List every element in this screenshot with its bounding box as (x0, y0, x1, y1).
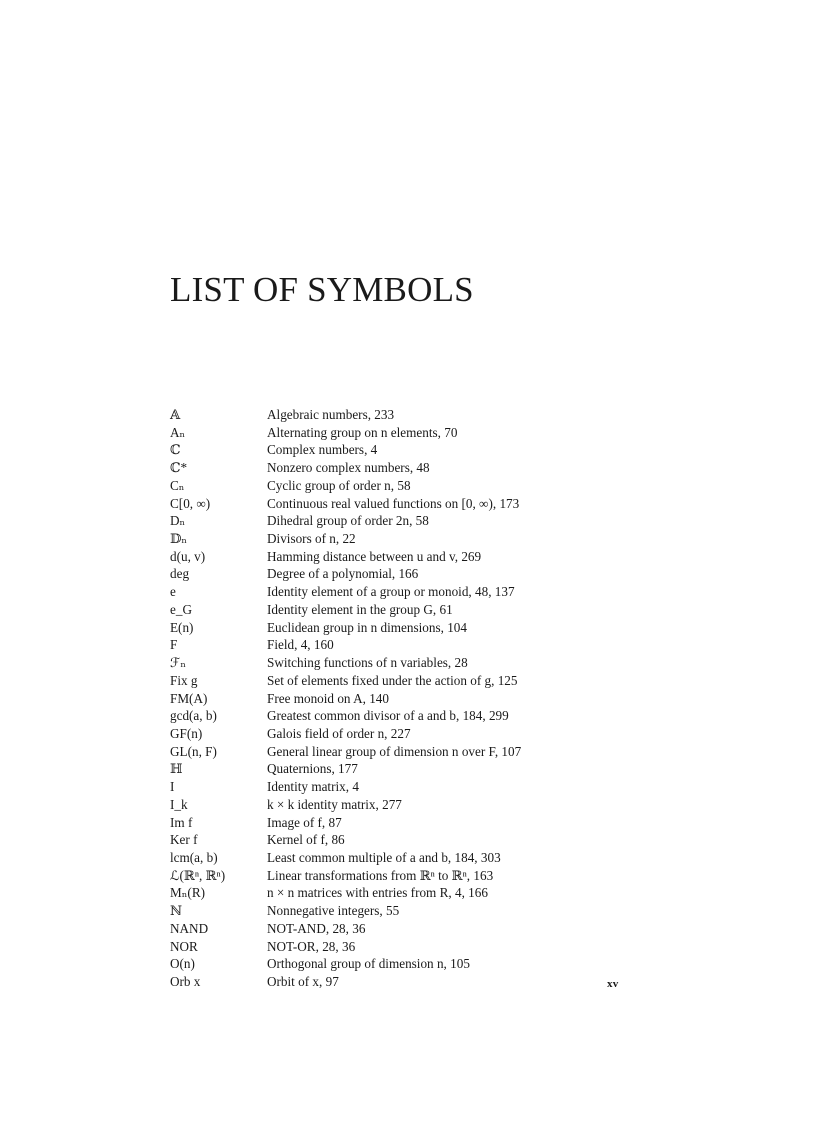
list-item (170, 441, 630, 459)
symbol: I (170, 779, 175, 795)
list-item (170, 512, 630, 530)
symbol: e (170, 584, 176, 600)
symbol: O(n) (170, 956, 195, 972)
symbol: lcm(a, b) (170, 849, 218, 865)
list-item (170, 884, 630, 902)
description: Galois field of order n, 227 (267, 725, 411, 741)
list-item (170, 601, 630, 619)
list-item (170, 743, 630, 761)
list-item (170, 636, 630, 654)
symbol: Mₙ(R) (170, 885, 206, 901)
list-item (170, 565, 630, 583)
symbol: Dₙ (170, 513, 186, 529)
symbol: Ker f (170, 832, 198, 848)
list-item (170, 654, 630, 672)
description: Free monoid on A, 140 (267, 690, 389, 706)
symbol: 𝔻ₙ (170, 531, 188, 547)
description: Linear transformations from ℝⁿ to ℝⁿ, 163 (267, 867, 494, 883)
list-item (170, 459, 630, 477)
symbol: Cₙ (170, 477, 185, 493)
description: Complex numbers, 4 (267, 442, 378, 458)
symbol: GF(n) (170, 725, 203, 741)
description: Nonnegative integers, 55 (267, 903, 400, 919)
symbol: C[0, ∞) (170, 495, 211, 511)
description: Alternating group on n elements, 70 (267, 424, 458, 440)
list-item (170, 920, 630, 938)
symbol: ℕ (170, 903, 183, 919)
symbol: deg (170, 566, 190, 582)
list-item (170, 548, 630, 566)
symbol: I_k (170, 796, 188, 812)
description: Field, 4, 160 (267, 637, 334, 653)
description: Orthogonal group of dimension n, 105 (267, 956, 470, 972)
description: Nonzero complex numbers, 48 (267, 460, 430, 476)
list-item (170, 477, 630, 495)
description: Orbit of x, 97 (267, 974, 339, 989)
page-number: xv (607, 978, 619, 990)
list-item (170, 867, 630, 885)
symbol: Fix g (170, 672, 198, 688)
description: Image of f, 87 (267, 814, 342, 830)
description: NOT-OR, 28, 36 (267, 938, 356, 954)
symbol: gcd(a, b) (170, 708, 217, 724)
symbol: ℱₙ (170, 655, 187, 671)
symbol: 𝔸 (170, 407, 181, 422)
description: Algebraic numbers, 233 (267, 407, 395, 422)
description: Kernel of f, 86 (267, 832, 345, 848)
description: Continuous real valued functions on [0, ∞), 173 (267, 495, 520, 511)
symbol: ℂ* (170, 460, 188, 476)
symbol: F (170, 637, 178, 653)
list-item (170, 902, 630, 920)
description: Euclidean group in n dimensions, 104 (267, 619, 467, 635)
list-item (170, 583, 630, 601)
symbol: Aₙ (170, 424, 186, 440)
description: Degree of a polynomial, 166 (267, 566, 419, 582)
list-item (170, 955, 630, 973)
list-item (170, 814, 630, 832)
list-item (170, 530, 630, 548)
list-item (170, 424, 630, 442)
description: Identity element of a group or monoid, 48, 137 (267, 584, 515, 600)
list-item (170, 760, 630, 778)
description: Least common multiple of a and b, 184, 303 (267, 849, 501, 865)
symbol: E(n) (170, 619, 194, 635)
description: Dihedral group of order 2n, 58 (267, 513, 429, 529)
symbol: ℒ(ℝⁿ, ℝⁿ) (170, 867, 226, 883)
page-title: LIST OF SYMBOLS (170, 270, 474, 309)
list-item (170, 690, 630, 708)
list-item (170, 406, 630, 424)
description: n × n matrices with entries from R, 4, 166 (267, 885, 488, 901)
description: Set of elements fixed under the action of g, 125 (267, 672, 518, 688)
list-item (170, 778, 630, 796)
list-item (170, 831, 630, 849)
description: Cyclic group of order n, 58 (267, 477, 411, 493)
description: Identity element in the group G, 61 (267, 601, 453, 617)
symbol: NOR (170, 938, 198, 954)
symbol: Orb x (170, 974, 201, 989)
list-item (170, 495, 630, 513)
description: Identity matrix, 4 (267, 779, 359, 795)
list-item (170, 672, 630, 690)
symbol: d(u, v) (170, 548, 206, 564)
symbol: e_G (170, 601, 192, 617)
list-item (170, 725, 630, 743)
list-item (170, 796, 630, 814)
description: Divisors of n, 22 (267, 531, 356, 547)
symbol: Im f (170, 814, 193, 830)
description: k × k identity matrix, 277 (267, 796, 402, 812)
list-item (170, 849, 630, 867)
list-item (170, 938, 630, 956)
list-item (170, 707, 630, 725)
symbol-list (170, 406, 630, 991)
list-item (170, 619, 630, 637)
description: Switching functions of n variables, 28 (267, 655, 468, 671)
symbol: ℂ (170, 442, 181, 458)
symbol: GL(n, F) (170, 743, 217, 759)
symbol: NAND (170, 920, 209, 936)
symbol: FM(A) (170, 690, 208, 706)
description: Hamming distance between u and v, 269 (267, 548, 482, 564)
description: Quaternions, 177 (267, 761, 358, 777)
symbol: ℍ (170, 761, 183, 777)
description: General linear group of dimension n over F, 107 (267, 743, 522, 759)
list-item (170, 973, 630, 991)
description: Greatest common divisor of a and b, 184, 299 (267, 708, 509, 724)
description: NOT-AND, 28, 36 (267, 920, 366, 936)
